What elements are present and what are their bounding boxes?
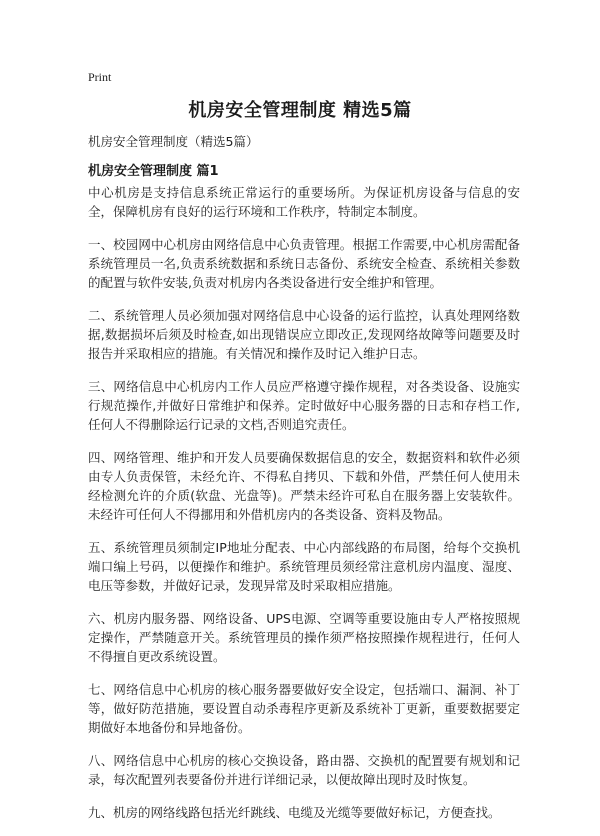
print-link[interactable]: Print xyxy=(88,70,112,84)
paragraph-3: 三、网络信息中心机房内工作人员应严格遵守操作规程，对各类设备、设施实行规范操作,并做好日常维护和保养。定时做好中心服务器的日志和存档工作,任何人不得删除运行记录的文档,否则追究责任。 xyxy=(88,379,520,432)
document-subtitle: 机房安全管理制度（精选5篇） xyxy=(88,134,259,149)
paragraph-intro: 中心机房是支持信息系统正常运行的重要场所。为保证机房设备与信息的安全，保障机房有良好的运行环境和工作秩序，特制定本制度。 xyxy=(88,185,520,219)
paragraph-4: 四、网络管理、维护和开发人员要确保数据信息的安全，数据资料和软件必须由专人负责保管，未经允许、不得私自拷贝、下载和外借，严禁任何人使用未经检测允许的介质(软盘、光盘等)。严禁未经许可私自在服务器上安装软件。未经许可任何人不得挪用和外借机房内的各类设备、资料及物品。 xyxy=(88,450,520,522)
paragraph-7: 七、网络信息中心机房的核心服务器要做好安全设定，包括端口、漏洞、补丁等，做好防范措施，要设置自动杀毒程序更新及系统补丁更新，重要数据要定期做好本地备份和异地备份。 xyxy=(88,682,520,735)
paragraph-6: 六、机房内服务器、网络设备、UPS电源、空调等重要设施由专人严格按照规定操作，严禁随意开关。系统管理员的操作须严格按照操作规程进行，任何人不得擅自更改系统设置。 xyxy=(88,611,520,664)
paragraph-9: 九、机房的网络线路包括光纤跳线、电缆及光缆等要做好标记，方便查找。 xyxy=(88,805,501,820)
paragraph-1: 一、校园网中心机房由网络信息中心负责管理。根据工作需要,中心机房需配备系统管理员一名,负责系统数据和系统日志备份、系统安全检查、系统相关参数的配置与软件安装,负责对机房内各类设备进行安全维护和管理。 xyxy=(88,237,520,290)
section-heading: 机房安全管理制度 篇1 xyxy=(88,164,219,179)
page-title: 机房安全管理制度 精选5篇 xyxy=(188,100,412,121)
paragraph-8: 八、网络信息中心机房的核心交换设备，路由器、交换机的配置要有规划和记录，每次配置列表要备份并进行详细记录，以便故障出现时及时恢复。 xyxy=(88,753,520,787)
paragraph-2: 二、系统管理人员必须加强对网络信息中心设备的运行监控，认真处理网络数据,数据损坏后须及时检查,如出现错误应立即改正,发现网络故障等问题要及时报告并采取相应的措施。有关情况和操作及时记入维护日志。 xyxy=(88,308,520,361)
document-body xyxy=(88,183,520,836)
paragraph-5: 五、系统管理员须制定IP地址分配表、中心内部线路的布局图，给每个交换机端口编上号码，以便操作和维护。系统管理员须经常注意机房内温度、湿度、电压等参数，并做好记录，发现异常及时采取相应措施。 xyxy=(88,540,520,593)
